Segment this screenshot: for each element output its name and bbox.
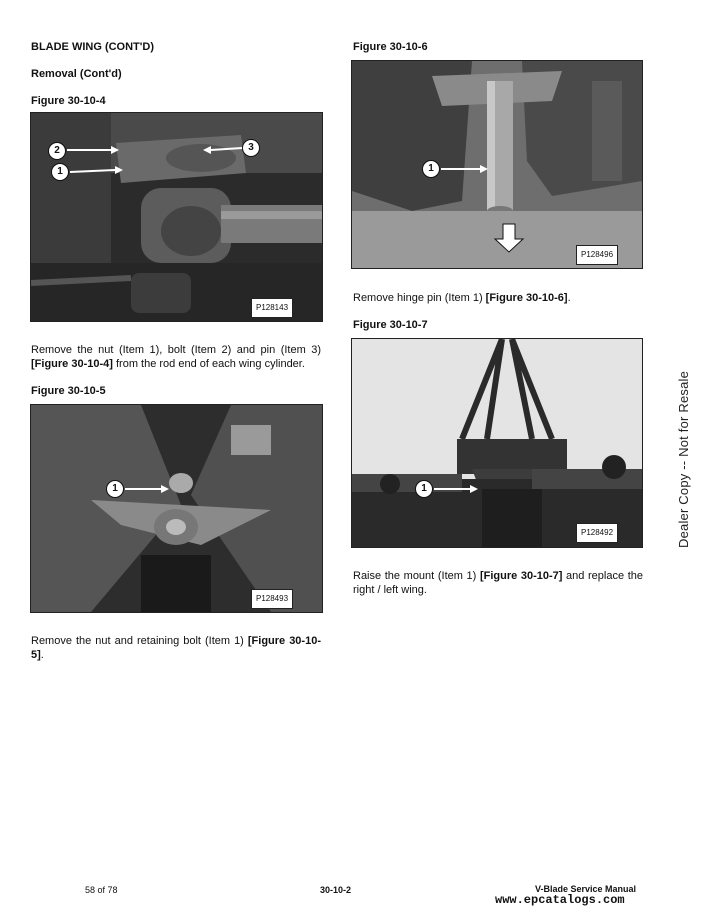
page-count: 58 of 78 [85, 885, 118, 895]
watermark: www.epcatalogs.com [495, 893, 625, 907]
callout-arrow [352, 339, 642, 547]
callout-2: 2 [48, 142, 66, 160]
page-number: 30-10-2 [320, 885, 352, 895]
callout-1: 1 [422, 160, 440, 178]
callout-1: 1 [415, 480, 433, 498]
callout-arrow [352, 61, 642, 268]
paragraph-figure-4: Remove the nut (Item 1), bolt (Item 2) and pin (Item 3) [Figure 30-10-4] from the rod end of each wing cylinder. [31, 344, 321, 370]
figure-30-10-4-photo [30, 112, 323, 322]
paragraph-figure-7: Raise the mount (Item 1) [Figure 30-10-7] and replace the right / left wing. [353, 570, 644, 596]
callout-1: 1 [51, 163, 69, 181]
photo-id: P128493 [251, 589, 293, 609]
figure-30-10-7-photo [351, 338, 643, 548]
figure-reference: [Figure 30-10-4] [31, 358, 113, 370]
figure-30-10-7-label: Figure 30-10-7 [353, 319, 428, 331]
callout-3: 3 [242, 139, 260, 157]
manual-title: V-Blade Service Manual [535, 884, 637, 894]
figure-reference: [Figure 30-10-5] [31, 635, 321, 661]
figure-30-10-6-label: Figure 30-10-6 [353, 41, 428, 53]
figure-30-10-5-label: Figure 30-10-5 [31, 385, 106, 397]
down-arrow-icon [495, 224, 523, 252]
callout-arrow [31, 405, 322, 612]
figure-30-10-5-photo [30, 404, 323, 613]
callout-1: 1 [106, 480, 124, 498]
callout-arrows [31, 113, 322, 321]
figure-reference: [Figure 30-10-6] [485, 292, 568, 304]
paragraph-figure-5: Remove the nut and retaining bolt (Item 1) [Figure 30-10-5]. [31, 635, 321, 661]
section-title: BLADE WING (CONT'D) [31, 41, 154, 53]
photo-id: P128496 [576, 245, 618, 265]
paragraph-figure-6: Remove hinge pin (Item 1) [Figure 30-10-6]. [353, 292, 571, 304]
figure-reference: [Figure 30-10-7] [479, 570, 563, 582]
figure-30-10-6-photo [351, 60, 643, 269]
subsection-title: Removal (Cont'd) [31, 68, 122, 80]
photo-id: P128492 [576, 523, 618, 543]
photo-id: P128143 [251, 298, 293, 318]
figure-30-10-4-label: Figure 30-10-4 [31, 95, 106, 107]
dealer-copy-side-note: Dealer Copy -- Not for Resale [676, 370, 691, 548]
